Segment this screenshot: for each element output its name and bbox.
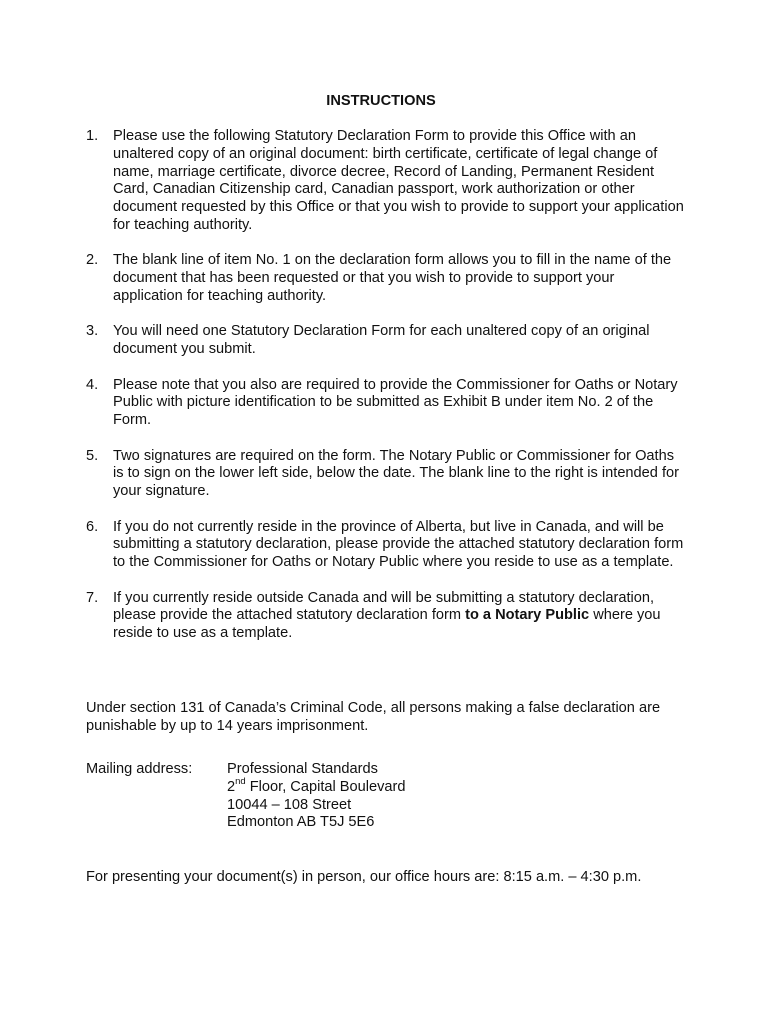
- list-item: [86, 590, 686, 643]
- list-item: [86, 377, 686, 430]
- item-text: [113, 590, 686, 643]
- item-number: 7.: [86, 589, 99, 606]
- list-item: [86, 252, 686, 305]
- item-number: 1.: [86, 128, 99, 144]
- address-line: 10044 – 108 Street: [227, 796, 352, 813]
- item-number: 4.: [86, 376, 99, 393]
- address-line: Professional Standards: [227, 761, 378, 777]
- list-item: [86, 519, 686, 572]
- item-number: 6.: [86, 518, 99, 535]
- item-text: Please note that you also are required to provide the Commissioner for Oaths or Notary Public with picture identification to be submitted as Exhibit B under item No. 2 of the Form.: [113, 376, 678, 429]
- address-lines: [227, 761, 406, 832]
- mailing-address-label: Mailing address:: [86, 761, 193, 777]
- list-item: [86, 128, 686, 235]
- item-number: 5.: [86, 447, 99, 464]
- item-number: 2.: [86, 252, 99, 269]
- notary-emphasis: to a Notary Public: [465, 607, 590, 624]
- office-hours: For presenting your document(s) in person, our office hours are: 8:15 a.m. – 4:30 p.m.: [86, 869, 642, 885]
- criminal-code-warning: Under section 131 of Canada’s Criminal Code, all persons making a false declaration are punishable by up to 14 years imprisonment.: [86, 700, 661, 734]
- item-text-part: where you reside to use as a template.: [113, 607, 661, 642]
- list-item: [86, 448, 686, 501]
- page-title: INSTRUCTIONS: [326, 93, 436, 109]
- item-text: You will need one Statutory Declaration Form for each unaltered copy of an original document you submit.: [113, 323, 650, 358]
- address-line: Edmonton AB T5J 5E6: [227, 814, 375, 831]
- item-text: The blank line of item No. 1 on the declaration form allows you to fill in the name of the document that has been requested or that you wish to provide to support your application for teaching authority.: [113, 252, 672, 304]
- item-text: If you do not currently reside in the province of Alberta, but live in Canada, and will be submitting a statutory declaration, please provide the attached statutory declaration form to the Commissioner for Oaths or Notary Public where you reside to use as a template.: [113, 518, 684, 571]
- item-text-part: If you currently reside outside Canada and will be submitting a statutory declaration, please provide the attached statutory declaration form: [113, 589, 655, 624]
- item-text: Please use the following Statutory Declaration Form to provide this Office with an unaltered copy of an original document: birth certificate, certificate of legal change of name, marriage certificate, divorce decree, Record of Landing, Permanent Resident Card, Canadian Citizenship card, Canadian passport, work authorization or other document requested by this Office or that you wish to provide to support your application for teaching authority.: [113, 128, 684, 233]
- instructions-list: [86, 128, 686, 660]
- list-item: [86, 323, 686, 359]
- item-number: 3.: [86, 323, 99, 340]
- item-text: Two signatures are required on the form. The Notary Public or Commissioner for Oaths is to sign on the lower left side, below the date. The blank line to the right is intended for your signature.: [113, 447, 679, 500]
- address-line: 2nd Floor, Capital Boulevard: [227, 775, 406, 795]
